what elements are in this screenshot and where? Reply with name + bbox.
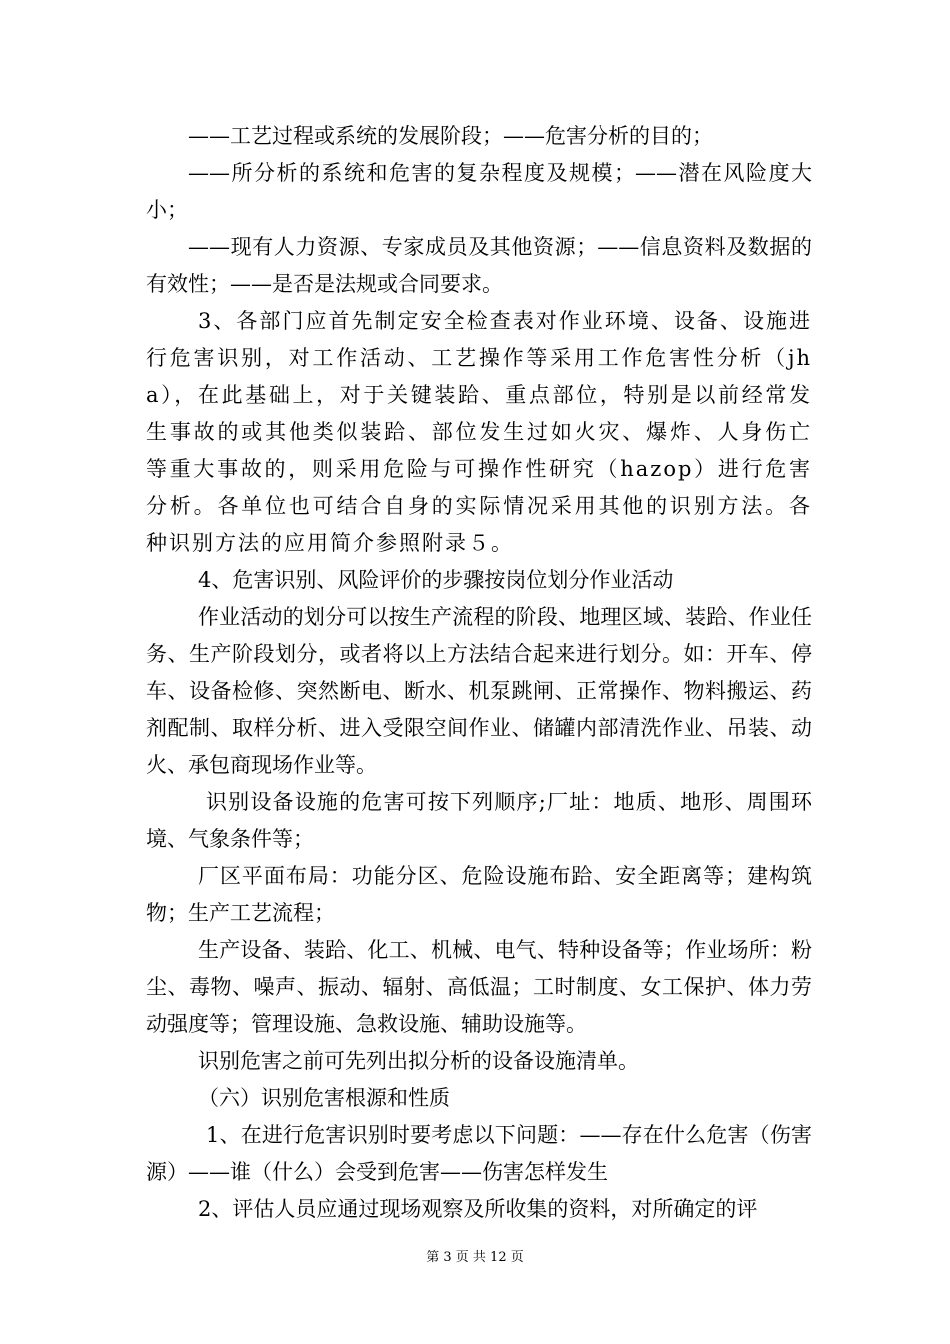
paragraph-question-2: 2、评估人员应通过现场观察及所收集的资料，对所确定的评	[198, 1197, 758, 1221]
paragraph-resources: ——现有人力资源、专家成员及其他资源；——信息资料及数据的有效性；——是否是法规或合同要求。	[146, 235, 812, 296]
page-footer	[0, 1249, 950, 1267]
document-body	[146, 118, 812, 1228]
page-number-label: 第 3 页 共 12 页	[426, 1250, 524, 1265]
paragraph-complexity: ——所分析的系统和危害的复杂程度及规模；——潜在风险度大小；	[146, 161, 812, 222]
paragraph-item-3: 3、各部门应首先制定安全检查表对作业环境、设备、设施进行危害识别，对工作活动、工艺操作等采用工作危害性分析（jha），在此基础上，对于关键装跲、重点部位，特别是以前经常发生事故的或其他类似装跲、部位发生过如火灾、爆炸、人身伤亡等重大事故的，则采用危险与可操作性研究（hazop）进行危害分析。各单位也可结合自身的实际情况采用其他的识别方法。各种识别方法的应用简介参照附录５。	[146, 309, 812, 555]
paragraph-question-1: 1、在进行危害识别时要考虑以下问题：——存在什么危害（伤害源）——谁（什么）会受到危害——伤害怎样发生	[146, 1123, 812, 1184]
paragraph-plant-layout: 厂区平面布局：功能分区、危险设施布跲、安全距离等；建构筑物；生产工艺流程；	[146, 864, 812, 925]
paragraph-production-equipment: 生产设备、装跲、化工、机械、电气、特种设备等；作业场所：粉尘、毒物、噪声、振动、辐射、高低温；工时制度、女工保护、体力劳动强度等；管理设施、急救设施、辅助设施等。	[146, 938, 812, 1036]
section-heading-six: （六）识别危害根源和性质	[198, 1086, 450, 1110]
paragraph-item-4: 4、危害识别、风险评价的步骤按岗位划分作业活动	[198, 568, 674, 592]
paragraph-checklist: 识别危害之前可先列出拟分析的设备设施清单。	[198, 1049, 639, 1073]
paragraph-equipment-order: 识别设备设施的危害可按下列顺序;厂址：地质、地形、周围环境、气象条件等；	[146, 790, 812, 851]
paragraph-activity-division: 作业活动的划分可以按生产流程的阶段、地理区域、装跲、作业任务、生产阶段划分，或者将以上方法结合起来进行划分。如：开车、停车、设备检修、突然断电、断水、机泵跳闸、正常操作、物料搬运、药剂配制、取样分析、进入受限空间作业、储罐内部清洗作业、吊装、动火、承包商现场作业等。	[146, 605, 812, 777]
paragraph-dev-stage: ——工艺过程或系统的发展阶段；——危害分析的目的；	[188, 124, 713, 148]
